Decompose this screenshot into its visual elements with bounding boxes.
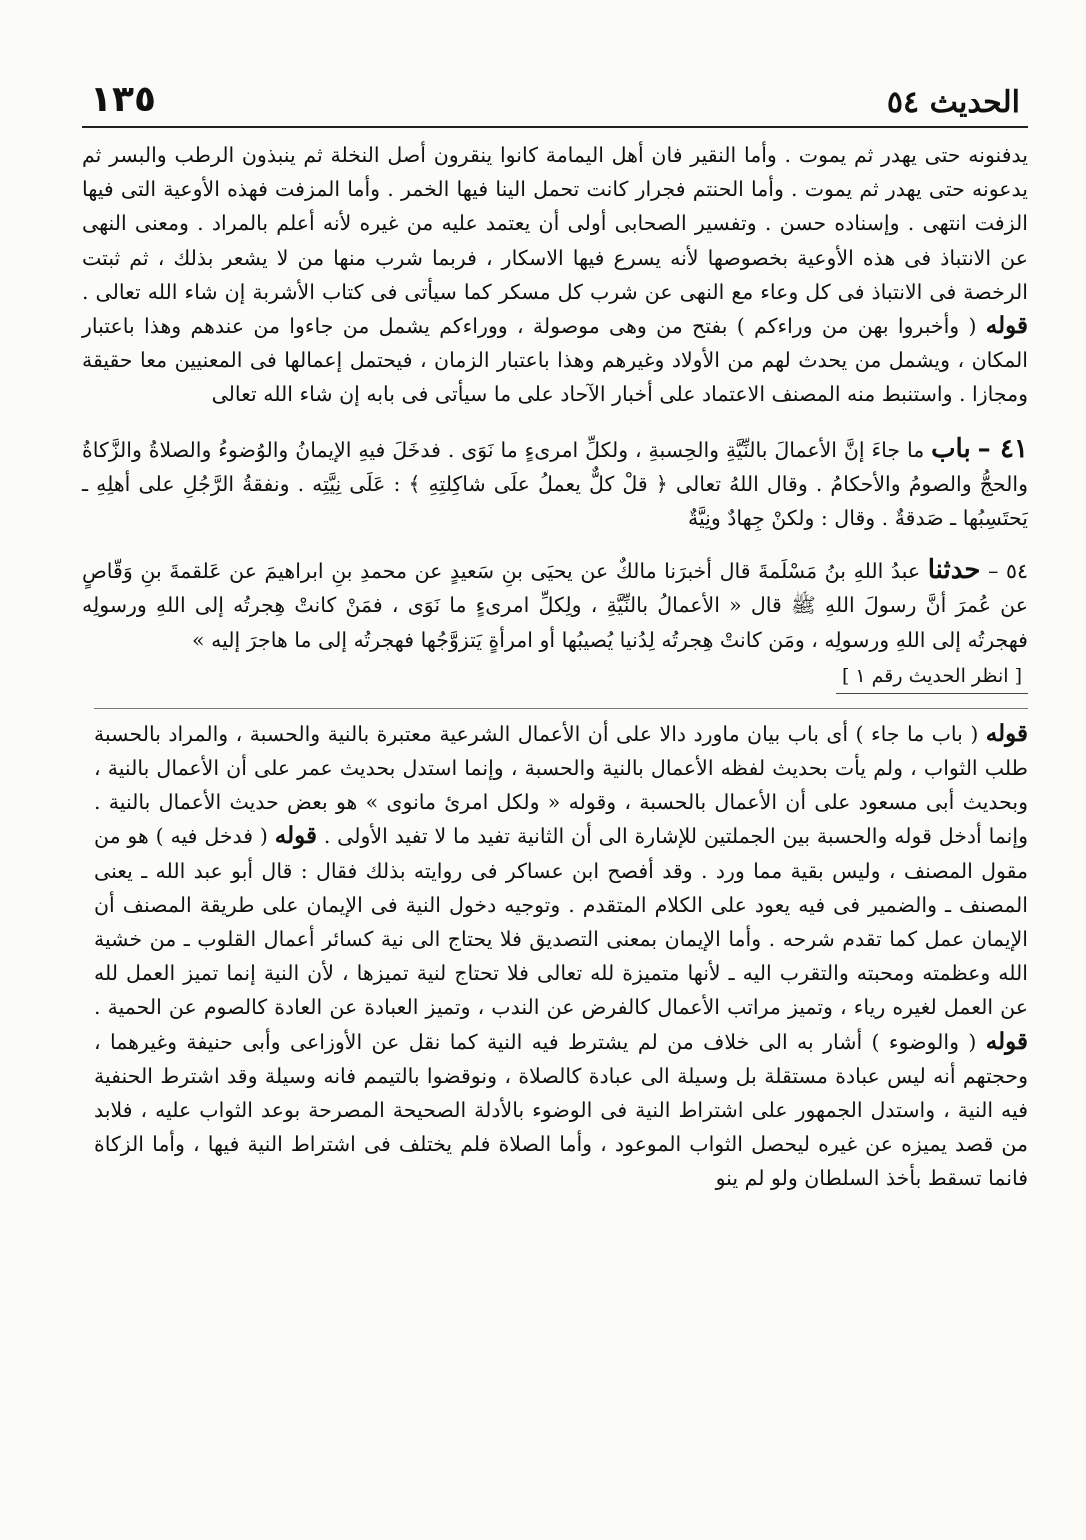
- commentary: [94, 708, 1028, 1196]
- bab-text: ما جاءَ إنَّ الأعمالَ بالنِّيَّةِ والحِسبةِ ، ولكلِّ امرىءٍ ما نَوَى . فدخَلَ فيهِ الإيمانُ والوُضوءُ والصلاةُ والزَّكاةُ والحجُّ والصومُ والأحكامُ . وقال اللهُ تعالى ﴿ قلْ كلٌّ يعملُ علَى شاكِلتِهِ ﴾ : عَلَى نِيَّتِه . ونفقةُ الرَّجُلِ على أهلِهِ ـ يَحتَسِبُها ـ صَدقةٌ . وقال : ولكنْ جِهادٌ ونِيَّةٌ: [82, 437, 1028, 531]
- qawluhu-keyword: قوله: [985, 719, 1028, 747]
- intro-text-2: ( وأخبروا بهن من وراءكم ) بفتح من وهى موصولة ، ووراءكم يشمل من جاءوا من عندهم وهذا باعتبار المكان ، ويشمل من يحدث لهم من الأولاد وغيرهم وهذا باعتبار الزمان ، فيحتمل إعمالها فى المعنيين معا حقيقة ومجازا . واستنبط منه المصنف الاعتماد على أخبار الآحاد على ما سيأتى فى بابه إن شاء الله تعالى: [82, 314, 1028, 407]
- qawluhu-keyword: قوله: [985, 312, 1028, 340]
- hadith-text: [82, 553, 1028, 657]
- cross-reference: [82, 661, 1028, 694]
- running-title: الحديث ٥٤: [886, 85, 1020, 120]
- page-number: ١٣٥: [90, 79, 156, 120]
- hadith-number: ٥٤ –: [988, 559, 1028, 584]
- qawluhu-keyword: قوله: [274, 822, 317, 850]
- bab-number: ٤١ –: [977, 433, 1028, 464]
- commentary-text-3: ( والوضوء ) أشار به الى خلاف من لم يشترط فيه النية كما نقل عن الأوزاعى وأبى حنيفة وغيرهما ، وحجتهم أنه ليس عبادة مستقلة بل وسيلة الى عبادة كالصلاة ، ونوقضوا بالتيمم فانه وسيلة وقد اشترط الحنفية فيه النية ، واستدل الجمهور على اشتراط النية فى الوضوء بالأدلة الصحيحة المصرحة بوعد الثواب عليه ، فلابد من قصد يميزه عن غيره ليحصل الثواب الموعود ، وأما الصلاة فلم يختلف فى اشتراط النية فيها ، وأما الزكاة فانما تسقط بأخذ السلطان ولو لم ينو: [94, 1029, 1028, 1191]
- intro-text: يدفنونه حتى يهدر ثم يموت . وأما النقير فان أهل اليمامة كانوا ينقرون أصل النخلة ثم ينبذون الرطب والبسر ثم يدعونه حتى يهدر ثم يموت . وأما الحنتم فجرار كانت تحمل الينا فيها الخمر . وأما المزفت فهذه الأوعية التى فيها الزفت انتهى . وإسناده حسن . وتفسير الصحابى أولى أن يعتمد عليه من غيره لأنه أعلم بالمراد . ومعنى النهى عن الانتباذ فى هذه الأوعية بخصوصها لأنه يسرع فيها الاسكار ، فربما شرب منها من لا يشعر بذلك ، ثم ثبتت الرخصة فى الانتباذ فى كل وعاء مع النهى عن شرب كل مسكر كما سيأتى فى كتاب الأشربة إن شاء الله تعالى .: [82, 143, 1028, 304]
- page-header: [82, 68, 1028, 128]
- bab-label: باب: [931, 433, 971, 464]
- bab-heading: [82, 432, 1028, 536]
- intro-paragraph: [82, 138, 1028, 412]
- qawluhu-keyword: قوله: [985, 1027, 1028, 1055]
- commentary-text-2: ( فدخل فيه ) هو من مقول المصنف ، وليس بقية مما ورد . وقد أفصح ابن عساكر فى روايته بذلك فقال : قال أبو عبد الله ـ يعنى المصنف ـ والضمير فى فيه يعود على الكلام المتقدم . وتوجيه دخول النية فى الإيمان على طريقة المصنف أن الإيمان عمل كما تقدم شرحه . وأما الإيمان بمعنى التصديق فلا يحتاج الى نية كسائر أعمال القلوب ـ من خشية الله وعظمته ومحبته والتقرب اليه ـ لأنها متميزة لله تعالى فلا تحتاج لنية تميزها ، لأن النية إنما تميز العمل لله عن العمل لغيره رياء ، وتميز مراتب الأعمال كالفرض عن الندب ، وتميز العبادة عن العادة كالصوم عن الحمية .: [94, 824, 1028, 1020]
- book-page: [82, 68, 1028, 1196]
- hadith-body: عبدُ اللهِ بنُ مَسْلَمةَ قال أخبرَنا مالكٌ عن يحيَى بنِ سَعيدٍ عن محمدِ بنِ ابراهيمَ عن عَلقمةَ بنِ وَقّاصٍ عن عُمرَ أنَّ رسولَ اللهِ ﷺ قال « الأعمالُ بالنِّيَّةِ ، ولِكلِّ امرىءٍ ما نَوَى ، فمَنْ كانتْ هِجرتُه إلى اللهِ ورسولِه فهجرتُه إلى اللهِ ورسولِه ، ومَن كانتْ هِجرتُه لِدُنيا يُصيبُها أو امرأةٍ يَتزوَّجُها فهجرتُه إلى ما هاجرَ إليه »: [82, 559, 1028, 652]
- reference-note: [ انظر الحديث رقم ١ ]: [836, 661, 1028, 694]
- commentary-text-1: ( باب ما جاء ) أى باب بيان ماورد دالا على أن الأعمال الشرعية معتبرة بالنية والحسبة ، والمراد بالحسبة طلب الثواب ، ولم يأت بحديث لفظه الأعمال بالنية والحسبة ، وإنما استدل بحديث عمر على أن الأعمال بالنية ، وبحديث أبى مسعود على أن الأعمال بالحسبة ، وقوله « ولكل امرئ مانوى » هو بعض حديث الأعمال بالنية . وإنما أدخل قوله والحسبة بين الجملتين للإشارة الى أن الثانية تفيد ما لا تفيد الأولى .: [94, 721, 1028, 849]
- haddathana-label: حدثنا: [927, 555, 981, 586]
